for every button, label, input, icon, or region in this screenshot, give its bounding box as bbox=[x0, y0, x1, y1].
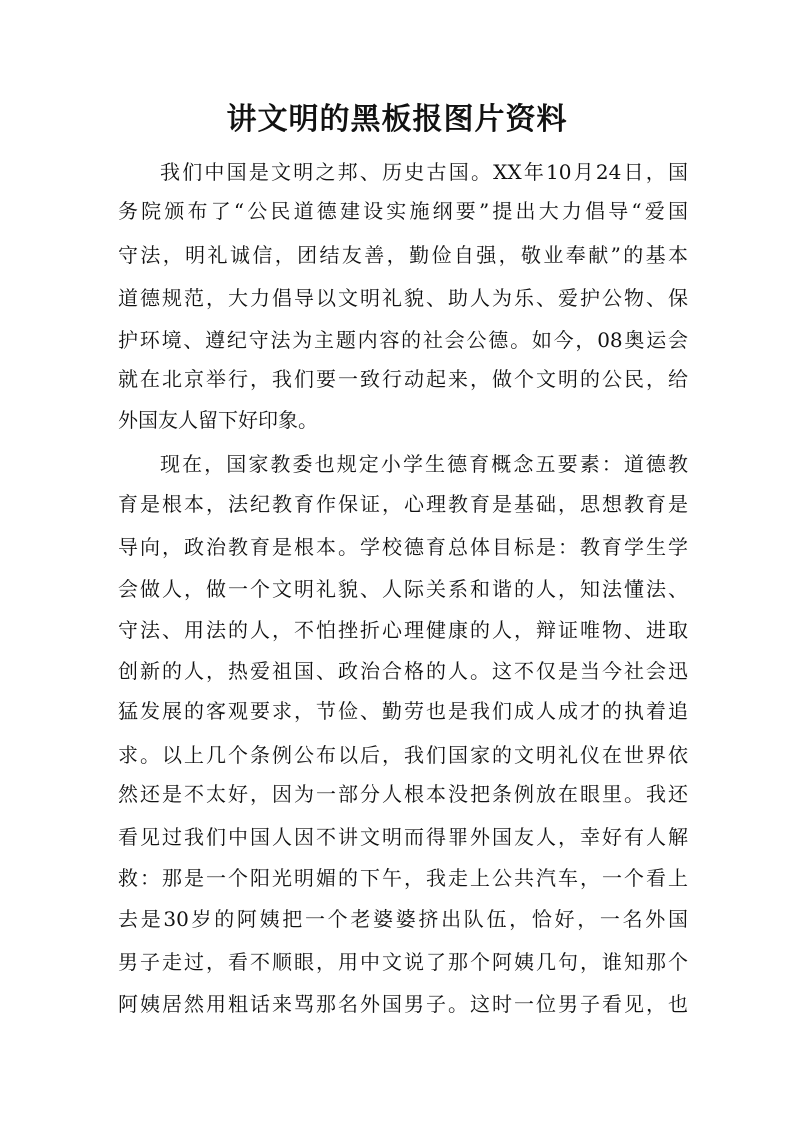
paragraph-line: 看见过我们中国人因不讲文明而得罪外国友人，幸好有人解 bbox=[118, 825, 688, 849]
paragraph-line: 道德规范，大力倡导以文明礼貌、助人为乐、爱护公物、保 bbox=[118, 286, 688, 310]
paragraph-line: 求。以上几个条例公布以后，我们国家的文明礼仪在世界依 bbox=[118, 743, 688, 767]
paragraph-line: 守法、用法的人，不怕挫折心理健康的人，辩证唯物、进取 bbox=[118, 618, 688, 642]
paragraph-line: 现在，国家教委也规定小学生德育概念五要素：道德教 bbox=[160, 452, 688, 476]
paragraph-line: 阿姨居然用粗话来骂那名外国男子。这时一位男子看见，也 bbox=[118, 992, 688, 1016]
paragraph-line: 去是30岁的阿姨把一个老婆婆挤出队伍，恰好，一名外国 bbox=[118, 907, 688, 931]
paragraph-line: 创新的人，热爱祖国、政治合格的人。这不仅是当今社会迅 bbox=[118, 659, 688, 683]
paragraph-line: 然还是不太好，因为一部分人根本没把条例放在眼里。我还 bbox=[118, 782, 688, 806]
paragraph-line: 就在北京举行，我们要一致行动起来，做个文明的公民，给 bbox=[118, 367, 688, 391]
paragraph-line: 守法，明礼诚信，团结友善，勤俭自强，敬业奉献”的基本 bbox=[118, 243, 688, 267]
paragraph-line: 救：那是一个阳光明媚的下午，我走上公共汽车，一个看上 bbox=[118, 866, 688, 890]
paragraph-line: 外国友人留下好印象。 bbox=[118, 408, 318, 432]
paragraph-line: 男子走过，看不顺眼，用中文说了那个阿姨几句，谁知那个 bbox=[118, 950, 688, 974]
paragraph-line: 护环境、遵纪守法为主题内容的社会公德。如今，08奥运会 bbox=[118, 328, 688, 352]
paragraph-line: 导向，政治教育是根本。学校德育总体目标是：教育学生学 bbox=[118, 535, 688, 559]
paragraph-line: 我们中国是文明之邦、历史古国。XX年10月24日，国 bbox=[160, 160, 688, 184]
document-title: 讲文明的黑板报图片资料 bbox=[226, 102, 568, 137]
paragraph-line: 务院颁布了“公民道德建设实施纲要”提出大力倡导“爱国 bbox=[118, 199, 688, 223]
paragraph-line: 育是根本，法纪教育作保证，心理教育是基础，思想教育是 bbox=[118, 492, 688, 516]
paragraph-line: 猛发展的客观要求，节俭、勤劳也是我们成人成才的执着追 bbox=[118, 699, 688, 723]
paragraph-line: 会做人，做一个文明礼貌、人际关系和谐的人，知法懂法、 bbox=[118, 577, 688, 601]
